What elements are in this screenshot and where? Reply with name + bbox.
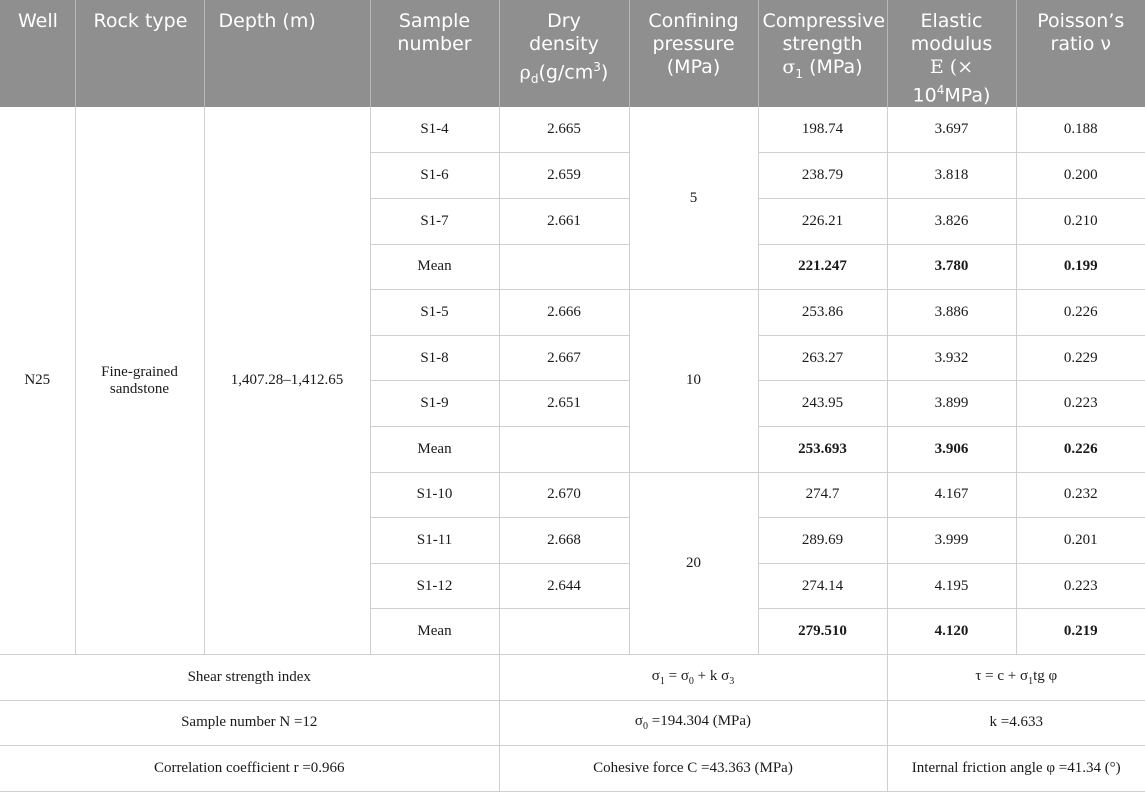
strength-cell: 243.95 <box>758 381 887 427</box>
modulus-cell: 3.697 <box>887 107 1016 153</box>
modulus-cell: 3.826 <box>887 199 1016 245</box>
strength-cell: 263.27 <box>758 335 887 381</box>
header-compressive-strength: Compressive strength $\sigma_1$ (MPa) <box>758 0 887 107</box>
footer-row-shear <box>0 654 1145 700</box>
strength-cell: 274.7 <box>758 472 887 518</box>
density-cell: 2.666 <box>499 290 629 336</box>
density-cell: 2.659 <box>499 153 629 199</box>
poisson-cell: 0.229 <box>1016 335 1145 381</box>
depth-cell: 1,407.28–1,412.65 <box>204 107 370 654</box>
header-confining-pressure: Confining pressure (MPa) <box>629 0 758 107</box>
header-depth: Depth (m) <box>204 0 370 107</box>
strength-cell: 253.693 <box>758 426 887 472</box>
sample-cell: S1-10 <box>370 472 499 518</box>
strength-cell: 289.69 <box>758 518 887 564</box>
pressure-cell: 20 <box>629 472 758 654</box>
sample-cell: Mean <box>370 609 499 655</box>
density-cell: 2.644 <box>499 563 629 609</box>
header-dry-density: Dry density $\rho_d(g/cm^3)$ <box>499 0 629 107</box>
header-row <box>0 0 1145 107</box>
header-well: Well <box>0 0 75 107</box>
k-value: k =4.633 <box>887 700 1145 746</box>
sample-cell: S1-7 <box>370 199 499 245</box>
table-row <box>0 107 1145 153</box>
density-cell: 2.661 <box>499 199 629 245</box>
pressure-cell: 10 <box>629 290 758 472</box>
rock-type-cell: Fine-grained sandstone <box>75 107 204 654</box>
poisson-cell: 0.201 <box>1016 518 1145 564</box>
poisson-cell: 0.210 <box>1016 199 1145 245</box>
poisson-cell: 0.219 <box>1016 609 1145 655</box>
coulomb-equation: $\tau = c + \sigma_1tg$ φ <box>887 654 1145 700</box>
header-poissons-ratio: Poisson’s ratio ν <box>1016 0 1145 107</box>
strength-cell: 253.86 <box>758 290 887 336</box>
density-cell <box>499 609 629 655</box>
friction-angle: Internal friction angle φ =41.34 (°) <box>887 746 1145 792</box>
modulus-cell: 4.167 <box>887 472 1016 518</box>
well-cell: N25 <box>0 107 75 654</box>
sample-cell: S1-6 <box>370 153 499 199</box>
poisson-cell: 0.223 <box>1016 563 1145 609</box>
sample-cell: Mean <box>370 244 499 290</box>
density-cell: 2.651 <box>499 381 629 427</box>
modulus-cell: 4.195 <box>887 563 1016 609</box>
sample-cell: S1-5 <box>370 290 499 336</box>
cohesive-force: Cohesive force C =43.363 (MPa) <box>499 746 887 792</box>
density-cell: 2.670 <box>499 472 629 518</box>
sigma0-value: $\sigma_0 =194.304$ (MPa) <box>499 700 887 746</box>
header-sample-number: Sample number <box>370 0 499 107</box>
strength-cell: 226.21 <box>758 199 887 245</box>
strength-cell: 238.79 <box>758 153 887 199</box>
strength-cell: 221.247 <box>758 244 887 290</box>
poisson-cell: 0.226 <box>1016 426 1145 472</box>
density-cell: 2.667 <box>499 335 629 381</box>
poisson-cell: 0.199 <box>1016 244 1145 290</box>
modulus-cell: 3.886 <box>887 290 1016 336</box>
modulus-cell: 3.999 <box>887 518 1016 564</box>
sample-cell: S1-4 <box>370 107 499 153</box>
poisson-cell: 0.223 <box>1016 381 1145 427</box>
sample-cell: S1-12 <box>370 563 499 609</box>
header-rock-type: Rock type <box>75 0 204 107</box>
sample-cell: Mean <box>370 426 499 472</box>
modulus-cell: 3.780 <box>887 244 1016 290</box>
sample-number-total: Sample number N =12 <box>0 700 499 746</box>
correlation-coefficient: Correlation coefficient r =0.966 <box>0 746 499 792</box>
poisson-cell: 0.226 <box>1016 290 1145 336</box>
density-cell: 2.665 <box>499 107 629 153</box>
shear-strength-label: Shear strength index <box>0 654 499 700</box>
sample-cell: S1-9 <box>370 381 499 427</box>
strength-cell: 274.14 <box>758 563 887 609</box>
modulus-cell: 4.120 <box>887 609 1016 655</box>
density-cell: 2.668 <box>499 518 629 564</box>
shear-equation: $\sigma_1 = \sigma_0 + k$ $\sigma_3$ <box>499 654 887 700</box>
pressure-cell: 5 <box>629 107 758 289</box>
strength-cell: 279.510 <box>758 609 887 655</box>
sample-cell: S1-11 <box>370 518 499 564</box>
footer-row-sample <box>0 700 1145 746</box>
modulus-cell: 3.932 <box>887 335 1016 381</box>
poisson-cell: 0.232 <box>1016 472 1145 518</box>
modulus-cell: 3.818 <box>887 153 1016 199</box>
density-cell <box>499 244 629 290</box>
modulus-cell: 3.899 <box>887 381 1016 427</box>
poisson-cell: 0.200 <box>1016 153 1145 199</box>
density-cell <box>499 426 629 472</box>
header-elastic-modulus: Elastic modulus E (× $10^4MPa$) <box>887 0 1016 107</box>
poisson-cell: 0.188 <box>1016 107 1145 153</box>
strength-cell: 198.74 <box>758 107 887 153</box>
sample-cell: S1-8 <box>370 335 499 381</box>
modulus-cell: 3.906 <box>887 426 1016 472</box>
footer-row-coefficients <box>0 746 1145 792</box>
